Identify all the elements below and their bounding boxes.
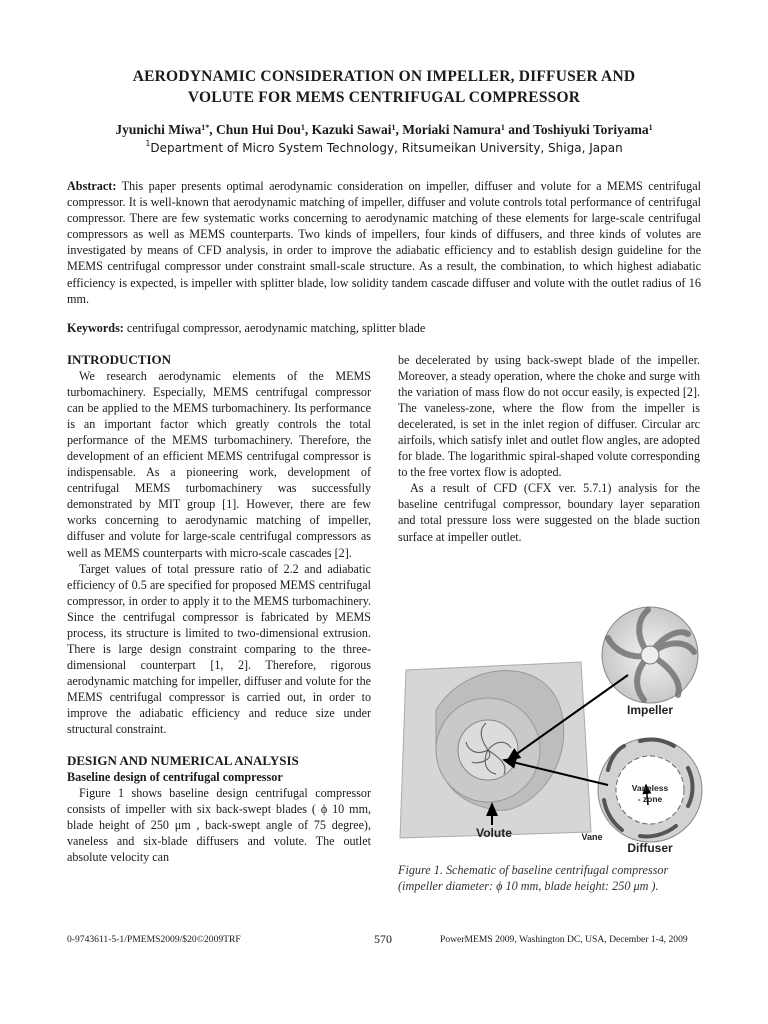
footer-conference: PowerMEMS 2009, Washington DC, USA, December 1-4, 2009 (440, 934, 688, 945)
title-line-1: AERODYNAMIC CONSIDERATION ON IMPELLER, DIFFUSER AND (132, 68, 636, 85)
paragraph: As a result of CFD (CFX ver. 5.7.1) analysis for the baseline centrifugal compressor, boundary layer separation and total pressure loss were suggested on the blade suction surface at impeller outlet. (398, 481, 700, 544)
figure-caption: Figure 1. Schematic of baseline centrifugal compressor (impeller diameter: ϕ 10 mm, blade height: 250 μm ). (398, 863, 669, 893)
author: Chun Hui Dou$^1$ (216, 122, 305, 137)
keywords-text: centrifugal compressor, aerodynamic matching, splitter blade (126, 321, 426, 335)
paper-title (40, 66, 728, 108)
abstract-label: Abstract: (67, 179, 117, 193)
keywords-label: Keywords: (67, 321, 124, 335)
author: Kazuki Sawai$^1$ (311, 122, 396, 137)
subsection-heading: Baseline design of centrifugal compressor (67, 770, 283, 785)
abstract-text: This paper presents optimal aerodynamic consideration on impeller, diffuser and volute for a MEMS centrifugal compressor. It is well-known that aerodynamic matching of impeller, diffuser and volute controls total performance of centrifugal compressor. There are few systematic works concerning to aerodynamic matching of these elements for large-scale centrifugal compressors as well as MEMS counterparts. Two kinds of impellers, four kinds of diffusers, and three kinds of volutes are investigated by means of CFD analysis, in order to improve the adiabatic efficiency and to establish design guideline for the MEMS centrifugal compressor under constraint small-scale structure. As a result, the combination, to which highest adiabatic efficiency is expected, is impeller with splitter blade, low solidity tandem cascade diffuser and volute with the outlet radius of 16 mm. (67, 179, 702, 306)
label-impeller: Impeller (626, 703, 674, 717)
paragraph: be decelerated by using back-swept blade of the impeller. Moreover, a steady operation, where the choke and surge with the variation of mass flow do not occur easily, is expected [2]. The vaneless-zone, where the flow from the impeller is decelerated, is set in the inlet region of diffuser. Circular arc airfoils, which satisfy inlet and outlet flow angles, are adopted for blade. The logarithmic spiral-shaped volute corresponding to the free vortex flow is adopted. (398, 353, 700, 480)
page-number: 570 (374, 932, 392, 946)
impeller-illustration (602, 607, 698, 703)
left-column (67, 352, 371, 865)
abstract (67, 178, 701, 307)
keywords (67, 320, 701, 336)
label-volute: Volute (476, 826, 512, 840)
author: Moriaki Namura$^1$ (402, 122, 505, 137)
compressor-plate (400, 662, 591, 838)
section-heading-introduction: INTRODUCTION (67, 352, 172, 367)
affiliation: $^1$Department of Micro System Technology, Ritsumeikan University, Shiga, Japan (145, 139, 623, 155)
right-column (398, 352, 700, 545)
author-list: Jyunichi Miwa$^{1*}$, Chun Hui Dou$^1$, Kazuki Sawai$^1$, Moriaki Namura$^1$ and Toshiyuki Toriyama$^1$ (115, 122, 653, 137)
footer-isbn: 0-9743611-5-1/PMEMS2009/$20©2009TRF (67, 934, 241, 945)
label-vaneless: Vaneless (631, 783, 669, 793)
paragraph: Target values of total pressure ratio of 2.2 and adiabatic efficiency of 0.5 are specified for proposed MEMS centrifugal compressor, in order to apply it to the MEMS turbomachinery. Since the centrifugal compressor is fabricated by MEMS process, its structure is limited to two-dimensional extrusion. There is large design constraint comparing to the three-dimensional counterpart [1, 2]. Therefore, rigorous aerodynamic matching for impeller, diffuser and volute for the MEMS centrifugal compressor is carried out, in order to improve the adiabatic efficiency and reduce size under structural constraint. (67, 561, 371, 737)
title-line-2: VOLUTE FOR MEMS CENTRIFUGAL COMPRESSOR (187, 89, 581, 106)
figure-1-schematic (396, 600, 716, 858)
author: Toshiyuki Toriyama$^1$ (533, 122, 653, 137)
section-heading-design: DESIGN AND NUMERICAL ANALYSIS (67, 753, 299, 769)
label-vane: Vane (581, 832, 603, 842)
paragraph: We research aerodynamic elements of the MEMS turbomachinery. Especially, MEMS centrifugal compressor can be applied to the MEMS turbomachinery. Its performance is an important factor which greatly controls the total performance of the MEMS turbomachinery. Therefore, the development of an efficient MEMS centrifugal compressor is indispensable. As a pioneering work, development of centrifugal MEMS turbomachinery was successfully demonstrated by MIT group [1]. However, there are few works concerning to aerodynamic matching of impeller, diffuser and volute for large-scale centrifugal compressors as well as MEMS counterparts with micro-scale cascades [2]. (67, 369, 371, 560)
label-diffuser: Diffuser (627, 841, 673, 855)
author: Jyunichi Miwa$^{1*}$ (115, 122, 210, 137)
paragraph: Figure 1 shows baseline design centrifugal compressor consists of impeller with six back-swept blades ( ϕ 10 mm, blade height of 250 μm , back-swept angle of 75 degree), vaneless and six-blade diffusers and volute. The outlet absolute velocity can (67, 786, 371, 865)
label-vaneless-zone: - zone (637, 794, 663, 804)
